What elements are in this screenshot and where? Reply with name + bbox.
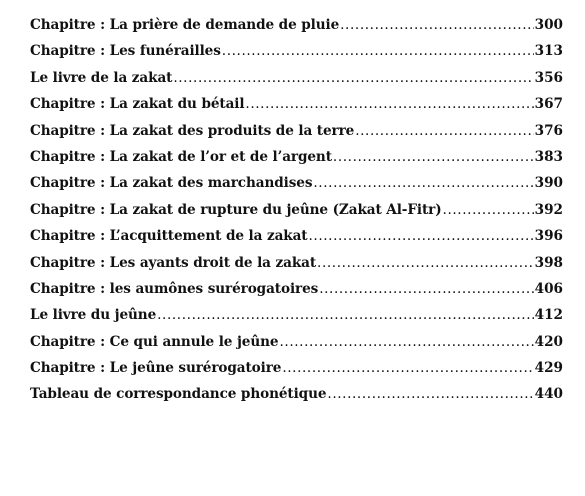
toc-entry[interactable]: [30, 276, 563, 302]
toc-entry[interactable]: [30, 381, 563, 407]
toc-entry-title: Chapitre : Le jeûne surérogatoire: [30, 360, 282, 377]
toc-entry-page: 420: [534, 333, 563, 350]
toc-entry[interactable]: [30, 302, 563, 328]
toc-entry-page: 356: [534, 69, 563, 86]
toc-entry[interactable]: [30, 355, 563, 381]
dot-leader: [222, 38, 534, 64]
toc-entry-page: 398: [534, 254, 563, 271]
dot-leader: [245, 91, 533, 117]
toc-entry-title: Chapitre : Les funérailles: [30, 43, 221, 60]
toc-entry[interactable]: [30, 197, 563, 223]
toc-entry-title: Le livre de la zakat: [30, 69, 173, 86]
dot-leader: [173, 65, 533, 91]
toc-entry-page: 300: [534, 17, 563, 33]
toc-entry-page: 390: [534, 175, 563, 192]
toc-entry-page: 313: [534, 43, 563, 60]
toc-entry-title: Chapitre : Ce qui annule le jeûne: [30, 333, 279, 350]
toc-entry[interactable]: [30, 91, 563, 117]
toc-entry-page: 367: [534, 96, 563, 113]
toc-entry[interactable]: [30, 329, 563, 355]
dot-leader: [279, 329, 533, 355]
table-of-contents: [30, 12, 563, 408]
toc-entry-page: 412: [534, 307, 563, 324]
toc-entry[interactable]: [30, 118, 563, 144]
toc-entry-title: Chapitre : les aumônes surérogatoires: [30, 280, 319, 297]
toc-entry[interactable]: [30, 12, 563, 38]
toc-entry-title: Chapitre : La prière de demande de pluie: [30, 17, 340, 33]
toc-entry-title: Chapitre : L’acquittement de la zakat: [30, 228, 308, 245]
previous-entry-cut-off: [30, 0, 563, 3]
dot-leader: [319, 276, 533, 302]
toc-entry-page: 429: [534, 360, 563, 377]
toc-entry-title: Chapitre : La zakat de l’or et de l’argent: [30, 148, 332, 165]
toc-entry[interactable]: [30, 250, 563, 276]
toc-entry-page: 396: [534, 228, 563, 245]
toc-entry-page: 392: [534, 201, 563, 218]
dot-leader: [333, 144, 534, 170]
toc-entry[interactable]: [30, 170, 563, 196]
toc-entry[interactable]: [30, 65, 563, 91]
toc-entry-title: Tableau de correspondance phonétique: [30, 386, 327, 403]
toc-entry-page: 440: [534, 386, 563, 403]
toc-entry-page: 406: [534, 280, 563, 297]
dot-leader: [317, 250, 534, 276]
dot-leader: [282, 355, 533, 381]
dot-leader: [308, 223, 533, 249]
toc-entry-page: 376: [534, 122, 563, 139]
toc-entry[interactable]: [30, 38, 563, 64]
toc-entry-title: Chapitre : Les ayants droit de la zakat: [30, 254, 317, 271]
dot-leader: [157, 302, 533, 328]
toc-entry-title: Chapitre : La zakat de rupture du jeûne (Zakat Al-Fitr): [30, 201, 442, 218]
dot-leader: [443, 197, 534, 223]
toc-entry-title: Chapitre : La zakat des produits de la terre: [30, 122, 355, 139]
toc-entry[interactable]: [30, 223, 563, 249]
toc-entry-title: Chapitre : La zakat du bétail: [30, 96, 245, 113]
dot-leader: [327, 381, 533, 407]
dot-leader: [340, 12, 533, 38]
toc-entry-title: Le livre du jeûne: [30, 307, 157, 324]
dot-leader: [313, 170, 533, 196]
toc-entry-title: Chapitre : La zakat des marchandises: [30, 175, 313, 192]
toc-entry-page: 383: [534, 148, 563, 165]
dot-leader: [355, 118, 533, 144]
toc-entry[interactable]: [30, 144, 563, 170]
